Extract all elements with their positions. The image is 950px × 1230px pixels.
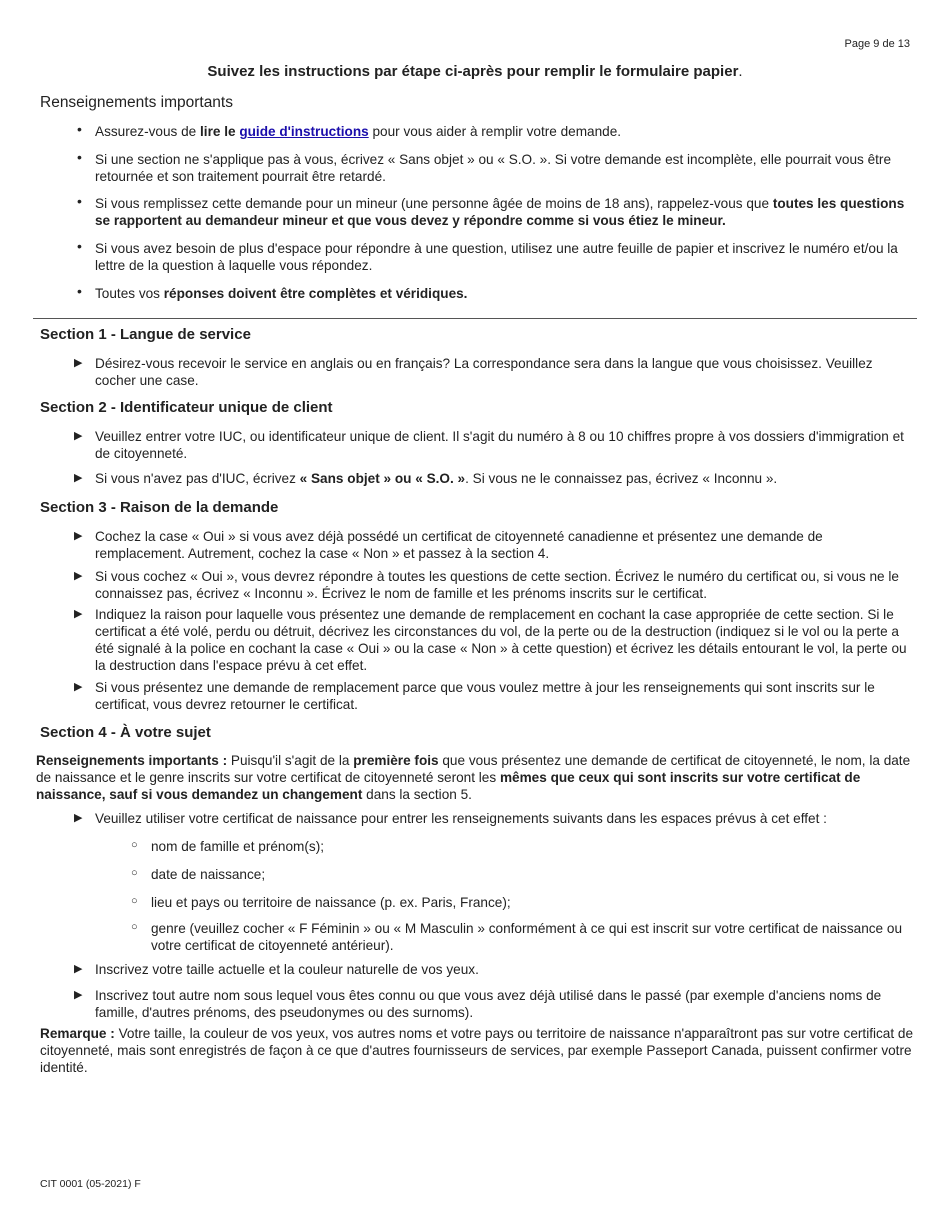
section-1-heading: Section 1 - Langue de service <box>40 326 251 343</box>
title-text: Suivez les instructions par étape ci-après pour remplir le formulaire papier <box>207 63 739 80</box>
page-number: Page 9 de 13 <box>844 38 910 50</box>
circle-bullet-icon: ○ <box>131 895 138 907</box>
section-divider <box>33 318 917 319</box>
section-4-note <box>40 1025 915 1076</box>
info-bullet-3-bold: toutes les questions se rapportent au demandeur mineur et que vous devez y répondre comme si vous étiez le mineur. <box>95 196 905 228</box>
info-bullet-2: Si une section ne s'applique pas à vous, écrivez « Sans objet » ou « S.O. ». Si votre demande est incomplète, elle pourrait vous être retournée et son traitement pourrait être retardé. <box>95 152 892 184</box>
section-4-sub-2: date de naissance; <box>151 867 266 882</box>
circle-bullet-icon: ○ <box>131 921 138 933</box>
section-4-intro-t3: dans la section 5. <box>362 787 472 802</box>
section-2-item-2-pre: Si vous n'avez pas d'IUC, écrivez <box>95 471 300 486</box>
section-4-sub-3: lieu et pays ou territoire de naissance (p. ex. Paris, France); <box>151 895 511 910</box>
right-triangle-icon: ▶ <box>74 812 83 824</box>
section-1-item-1: Désirez-vous recevoir le service en anglais ou en français? La correspondance sera dans la langue que vous choisissez. Veuillez cocher une case. <box>95 356 873 388</box>
circle-bullet-icon: ○ <box>131 839 138 851</box>
bullet-dot-icon: • <box>77 283 82 299</box>
section-4-intro-b3: mêmes que ceux qui sont inscrits sur votre certificat de naissance, sauf si vous demandez un changement <box>36 770 861 802</box>
bullet-dot-icon: • <box>77 121 82 137</box>
info-bullet-3 <box>95 195 915 229</box>
info-bullet-5-pre: Toutes vos <box>95 286 164 301</box>
section-4-intro <box>36 752 916 803</box>
info-bullet-1 <box>95 123 915 140</box>
right-triangle-icon: ▶ <box>74 963 83 975</box>
right-triangle-icon: ▶ <box>74 357 83 369</box>
right-triangle-icon: ▶ <box>74 989 83 1001</box>
section-4-item-1: Veuillez utiliser votre certificat de naissance pour entrer les renseignements suivants dans les espaces prévus à cet effet : <box>95 811 827 826</box>
section-4-item-2: Inscrivez votre taille actuelle et la couleur naturelle de vos yeux. <box>95 962 479 977</box>
section-2-heading: Section 2 - Identificateur unique de client <box>40 399 333 416</box>
note-text: Votre taille, la couleur de vos yeux, vos autres noms et votre pays ou territoire de naissance n'apparaîtront pas sur votre certificat de citoyenneté, mais sont enregistrés de façon à ce que d'autres fournisseurs de services, par exemple Passeport Canada, puissent confirmer votre identité. <box>40 1026 914 1075</box>
circle-bullet-icon: ○ <box>131 867 138 879</box>
right-triangle-icon: ▶ <box>74 530 83 542</box>
section-4-sub-4: genre (veuillez cocher « F Féminin » ou « M Masculin » conformément à ce qui est inscrit sur votre certificat de naissance ou votre certificat de citoyenneté antérieur). <box>151 921 903 953</box>
right-triangle-icon: ▶ <box>74 681 83 693</box>
section-4-heading: Section 4 - À votre sujet <box>40 724 211 741</box>
right-triangle-icon: ▶ <box>74 570 83 582</box>
note-label: Remarque : <box>40 1026 115 1041</box>
right-triangle-icon: ▶ <box>74 608 83 620</box>
info-bullet-4: Si vous avez besoin de plus d'espace pour répondre à une question, utilisez une autre feuille de papier et inscrivez le numéro et/ou la lettre de la question à laquelle vous répondez. <box>95 241 898 273</box>
section-2-item-1: Veuillez entrer votre IUC, ou identificateur unique de client. Il s'agit du numéro à 8 ou 10 chiffres propre à vos dossiers d'immigration et de citoyenneté. <box>95 429 904 461</box>
section-3-item-4: Si vous présentez une demande de remplacement parce que vous voulez mettre à jour les renseignements qui sont inscrits sur le certificat, vous devrez retourner le certificat. <box>95 680 875 712</box>
section-3-item-1: Cochez la case « Oui » si vous avez déjà possédé un certificat de citoyenneté canadienne et présentez une demande de remplacement. Autrement, cochez la case « Non » et passez à la section 4. <box>95 529 823 561</box>
bullet-dot-icon: • <box>77 149 82 165</box>
section-4-intro-t1: Puisqu'il s'agit de la <box>227 753 354 768</box>
form-code: CIT 0001 (05-2021) F <box>40 1178 141 1190</box>
page-title <box>0 63 950 80</box>
important-info-heading: Renseignements importants <box>40 94 233 111</box>
info-bullet-1-bold: lire le <box>200 124 240 139</box>
info-bullet-3-pre: Si vous remplissez cette demande pour un mineur (une personne âgée de moins de 18 ans), rappelez-vous que <box>95 196 773 211</box>
title-period: . <box>738 63 743 80</box>
bullet-dot-icon: • <box>77 193 82 209</box>
info-bullet-1-post: pour vous aider à remplir votre demande. <box>368 124 622 139</box>
section-3-item-2: Si vous cochez « Oui », vous devrez répondre à toutes les questions de cette section. Écrivez le numéro du certificat ou, si vous ne le connaissez pas, écrivez « Inconnu ». Écrivez le nom de famille et les prénoms inscrits sur le certificat. <box>95 569 899 601</box>
section-4-intro-label: Renseignements importants : <box>36 753 228 768</box>
section-4-intro-t2: que vous présentez une demande de certificat de citoyenneté, le nom, la date de naissance et le genre inscrits sur votre certificat de citoyenneté seront les <box>36 753 911 785</box>
bullet-dot-icon: • <box>77 238 82 254</box>
info-bullet-1-pre: Assurez-vous de <box>95 124 201 139</box>
section-4-sub-1: nom de famille et prénom(s); <box>151 839 325 854</box>
right-triangle-icon: ▶ <box>74 472 83 484</box>
section-3-heading: Section 3 - Raison de la demande <box>40 499 279 516</box>
section-2-item-2 <box>95 470 915 487</box>
right-triangle-icon: ▶ <box>74 430 83 442</box>
section-4-item-3: Inscrivez tout autre nom sous lequel vous êtes connu ou que vous avez déjà utilisé dans le passé (par exemple d'anciens noms de famille, d'autres prénoms, des pseudonymes ou des surnoms). <box>95 988 882 1020</box>
section-4-intro-b2: première fois <box>353 753 439 768</box>
section-3-item-3: Indiquez la raison pour laquelle vous présentez une demande de remplacement en cochant la case appropriée de cette section. Si le certificat a été volé, perdu ou détruit, décrivez les circonstances du vol, de la perte ou de la destruction (indiquez si le vol ou la perte a été signalé à la police en cochant la case « Oui » ou la case « Non » à cette question) et écrivez les détails entourant le vol, la perte ou la destruction dans l'espace prévu à cet effet. <box>95 607 907 673</box>
section-2-item-2-post: . Si vous ne le connaissez pas, écrivez « Inconnu ». <box>465 471 778 486</box>
info-bullet-5 <box>95 285 915 302</box>
info-bullet-5-bold: réponses doivent être complètes et véridiques. <box>163 286 468 301</box>
section-2-item-2-bold: « Sans objet » ou « S.O. » <box>299 471 466 486</box>
instruction-guide-link[interactable]: guide d'instructions <box>239 124 369 139</box>
